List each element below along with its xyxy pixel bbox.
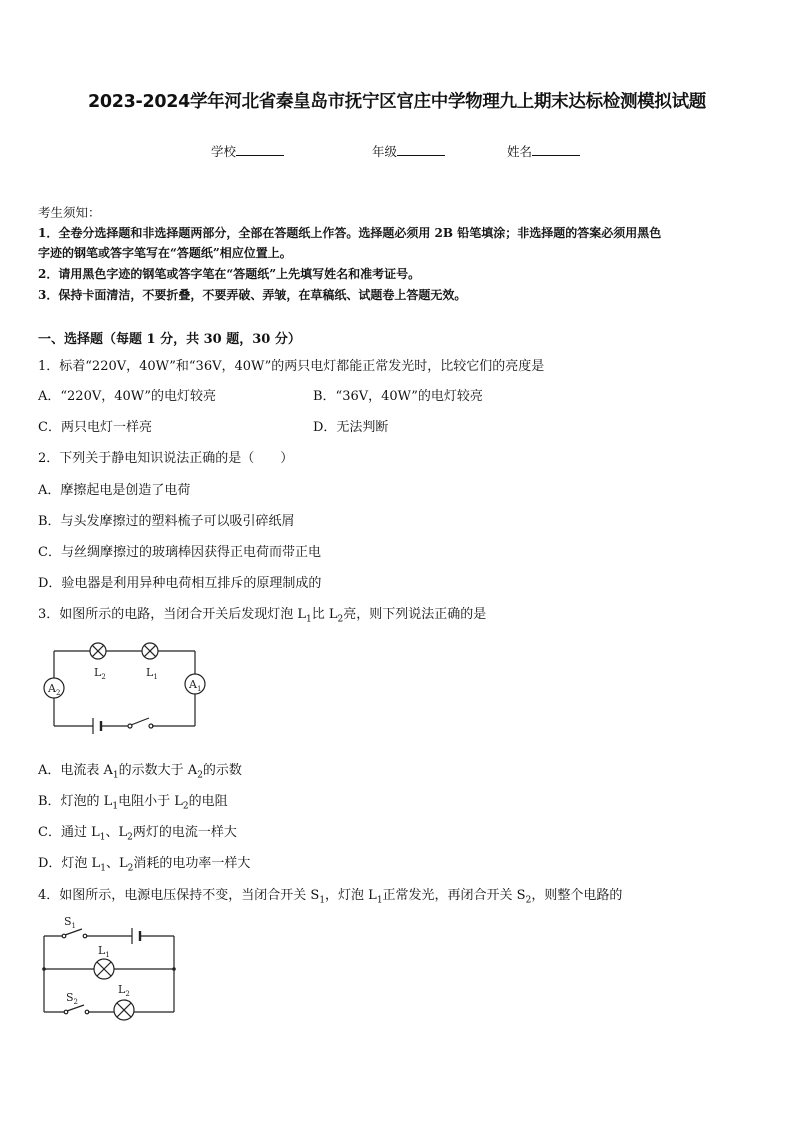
notice-item-1-line-2: 字迹的钢笔或答字笔写在“答题纸”相应位置上。 — [38, 246, 292, 260]
lamp-l1-icon — [142, 643, 158, 659]
q2-option-b: B．与头发摩擦过的塑料梳子可以吸引碎纸屑 — [38, 514, 295, 529]
q3-option-a: A．电流表 $A_1$的示数大于 $A_2$的示数 — [38, 763, 242, 781]
q4-label-s2: $S_2$ — [66, 991, 79, 1006]
q1-option-c: C．两只电灯一样亮 — [38, 420, 152, 435]
q4-label-l2: $L_2$ — [118, 983, 130, 998]
lamp-l1-icon — [94, 959, 114, 979]
notice-item-1-line-1: 1．全卷分选择题和非选择题两部分，全部在答题纸上作答。选择题必须用 2B 铅笔填涂；非选择题的答案必须用黑色 — [38, 226, 662, 240]
name-field — [507, 142, 580, 160]
switch-icon — [128, 718, 153, 728]
lamp-l2-icon — [90, 643, 106, 659]
grade-blank — [397, 143, 445, 156]
q1-option-d: D．无法判断 — [313, 420, 389, 435]
school-blank — [236, 143, 284, 156]
q3-option-c: C．通过 $L_1$、$L_2$两灯的电流一样大 — [38, 825, 237, 843]
q4-circuit-diagram — [38, 912, 183, 1022]
battery-icon — [93, 718, 101, 734]
q4-label-l1: $L_1$ — [98, 944, 110, 959]
q4-stem: 4．如图所示，电源电压保持不变，当闭合开关 $S_1$，灯泡 $L_1$正常发光，再闭合开关 $S_2$，则整个电路的 — [38, 888, 623, 906]
switch-s2-icon — [64, 1005, 89, 1014]
notice-heading: 考生须知： — [38, 205, 101, 220]
school-label: 学校 — [211, 144, 237, 159]
lamp-l2-icon — [114, 1000, 134, 1020]
grade-label: 年级 — [372, 144, 398, 159]
q2-stem: 2．下列关于静电知识说法正确的是（ ） — [38, 451, 294, 466]
battery-icon — [132, 928, 140, 944]
grade-field — [372, 142, 445, 160]
q4-label-s1: $S_1$ — [64, 915, 77, 930]
name-label: 姓名 — [507, 144, 533, 159]
name-blank — [532, 143, 580, 156]
q3-label-l2: $L_2$ — [94, 666, 106, 681]
q2-option-d: D．验电器是利用异种电荷相互排斥的原理制成的 — [38, 576, 322, 591]
q3-option-b: B．灯泡的 $L_1$电阻小于 $L_2$的电阻 — [38, 794, 228, 812]
q1-option-a: A．“220V，40W”的电灯较亮 — [38, 389, 217, 404]
q1-option-b: B．“36V，40W”的电灯较亮 — [313, 389, 483, 404]
school-field — [211, 142, 284, 160]
q2-option-a: A．摩擦起电是创造了电荷 — [38, 483, 191, 498]
q1-stem: 1．标着“220V，40W”和“36V，40W”的两只电灯都能正常发光时，比较它们的亮度是 — [38, 359, 545, 374]
q3-label-l1: $L_1$ — [146, 666, 158, 681]
page-title: 2023-2024学年河北省秦皇岛市抚宁区官庄中学物理九上期末达标检测模拟试题 — [88, 92, 706, 112]
section-heading: 一、选择题（每题 1 分，共 30 题，30 分） — [38, 332, 301, 347]
q3-stem: 3．如图所示的电路，当闭合开关后发现灯泡 $L_1$比 $L_2$亮，则下列说法正确的是 — [38, 607, 487, 625]
switch-s1-icon — [62, 929, 87, 938]
notice-item-3: 3．保持卡面清洁，不要折叠，不要弄破、弄皱，在草稿纸、试题卷上答题无效。 — [38, 288, 467, 302]
q3-option-d: D．灯泡 $L_1$、$L_2$消耗的电功率一样大 — [38, 856, 251, 874]
q2-option-c: C．与丝绸摩擦过的玻璃棒因获得正电荷而带正电 — [38, 545, 321, 560]
q3-label-a1: $A_1$ — [189, 678, 202, 693]
q3-label-a2: $A_2$ — [48, 682, 61, 697]
notice-item-2: 2．请用黑色字迹的钢笔或答字笔在“答题纸”上先填写姓名和准考证号。 — [38, 267, 421, 281]
q3-circuit-diagram — [38, 630, 213, 745]
